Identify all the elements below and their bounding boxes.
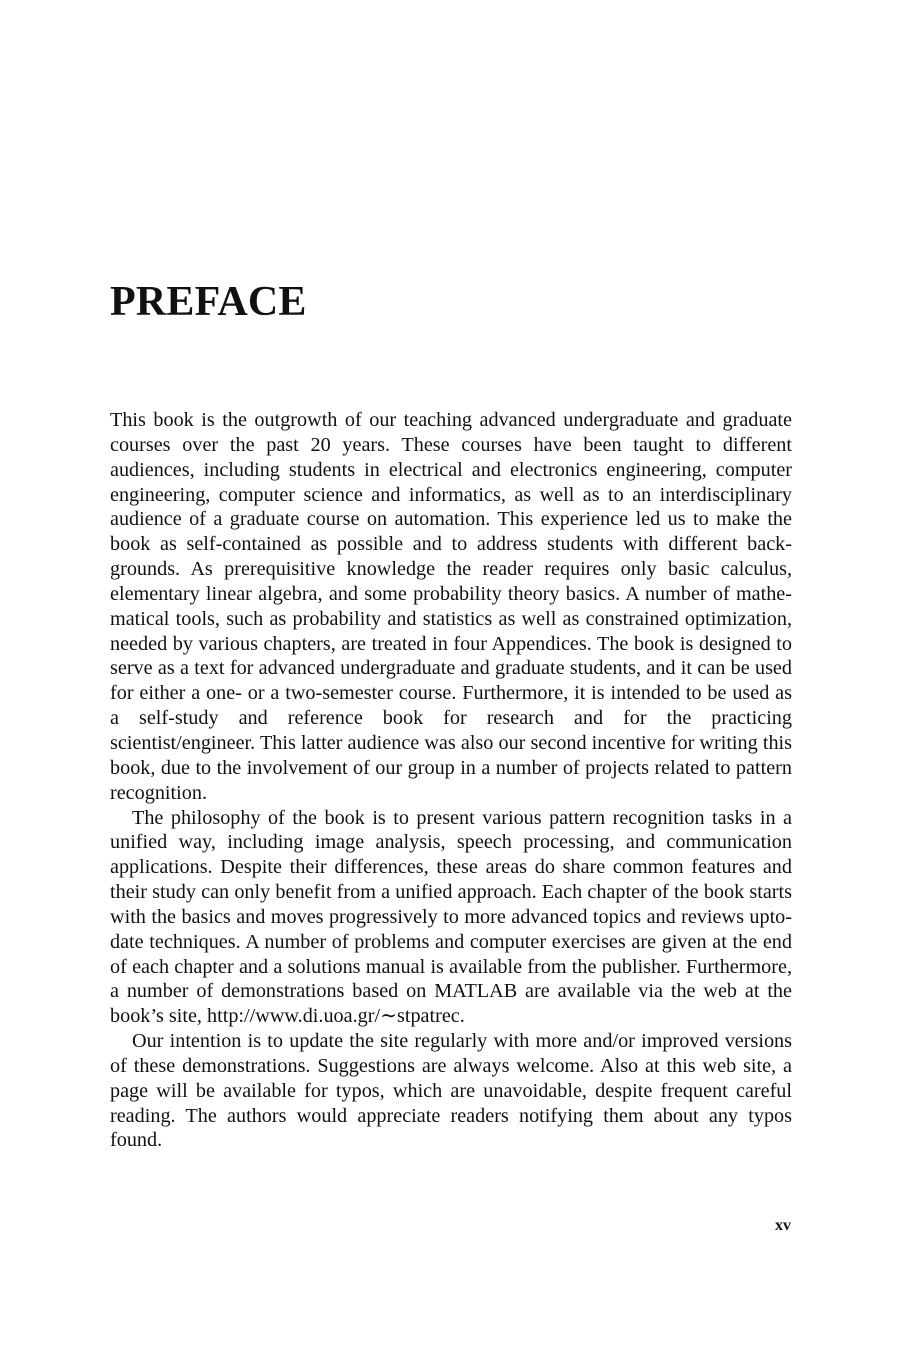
page-title: PREFACE	[110, 279, 307, 325]
paragraph-3: Our intention is to update the site regularly with more and/or improved versions of these demonstrations. Suggestions are always welcome. Also at this web site, a page will be available for typos, which are unavoidable, despite frequent careful reading. The authors would appreciate readers notifying them about any typos found.	[110, 1030, 792, 1152]
preface-body	[110, 408, 792, 1153]
paragraph-2: The philosophy of the book is to present various pattern recognition tasks in a unified way, including image analysis, speech processing, and communication applications. Despite their differences, these areas do share common features and their study can only benefit from a unified approach. Each chapter of the book starts with the basics and moves progressively to more advanced topics and reviews upto-date techniques. A number of problems and computer exercises are given at the end of each chapter and a solutions manual is available from the publisher. Furthermore, a number of demonstrations based on MATLAB are available via the web at the book’s site, http://www.di.uoa.gr/∼stpatrec.	[110, 806, 792, 1028]
paragraph-1: This book is the outgrowth of our teaching advanced undergraduate and graduate courses over the past 20 years. These courses have been taught to different audiences, including students in electrical and electronics engineering, computer engineering, computer science and informatics, as well as to an interdisciplinary audience of a graduate course on automation. This experience led us to make the book as self-contained as possible and to address students with different backgrounds. As prerequisitive knowledge the reader requires only basic calculus, elementary linear algebra, and some probability theory basics. A number of mathematical tools, such as probability and statistics as well as constrained optimization, needed by various chapters, are treated in four Appendices. The book is designed to serve as a text for advanced undergraduate and graduate students, and it can be used for either a one- or a two-semester course. Furthermore, it is intended to be used as a self-study and reference book for research and for the practicing scientist/engineer. This latter audience was also our second incentive for writing this book, due to the involvement of our group in a number of projects related to pattern recognition.	[110, 409, 792, 804]
page-number: xv	[775, 1217, 791, 1234]
